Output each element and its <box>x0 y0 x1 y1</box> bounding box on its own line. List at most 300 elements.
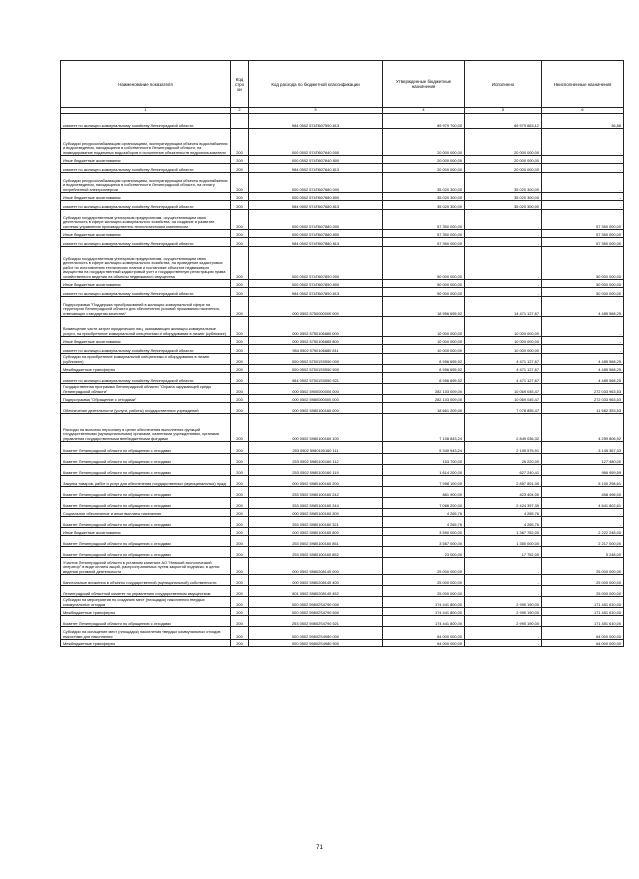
row-executed: 2 857 801,39 <box>465 476 542 487</box>
row-classification-code: 000 0502 5980100160 800 <box>249 528 383 536</box>
row-classification-code: 984 0502 5750106880 811 <box>249 345 383 354</box>
row-executed: - <box>465 238 542 247</box>
row-executed: 7 078 855,47 <box>465 403 542 414</box>
row-line-code: 200 <box>231 395 249 403</box>
row-unexecuted: 50 000 000,00 <box>542 247 624 280</box>
row-executed: - <box>465 586 542 597</box>
row-approved: 153 700,00 <box>383 454 465 465</box>
budget-table <box>60 60 624 647</box>
table-row <box>61 280 624 288</box>
row-approved: 20 000 000,00 <box>383 129 465 156</box>
row-line-code: 200 <box>231 547 249 558</box>
row-unexecuted: 25 000 000,00 <box>542 586 624 597</box>
row-executed: 1 367 752,00 <box>465 528 542 536</box>
row-unexecuted: 25 000 000,00 <box>542 575 624 586</box>
row-classification-code: 000 0502 574П607890 000 <box>249 247 383 280</box>
row-classification-code: 000 0502 574П607680 000 <box>249 173 383 193</box>
row-name: комитет по жилищно-коммунальному хозяйству Ленинградской области <box>61 373 231 384</box>
header-executed: Исполнено <box>465 61 542 108</box>
row-line-code: 200 <box>231 627 249 640</box>
table-row <box>61 558 624 575</box>
table-row <box>61 354 624 365</box>
row-line-code: 200 <box>231 597 249 608</box>
row-name: Межбюджетные трансферты <box>61 640 231 647</box>
row-name: Комитет Ленинградской области по обращению с отходами <box>61 487 231 498</box>
row-classification-code: 253 0502 59802S4790 521 <box>249 616 383 627</box>
row-executed: 89 979 663,12 <box>465 114 542 129</box>
row-line-code: 200 <box>231 465 249 476</box>
row-classification-code: 000 0502 57501S0550 000 <box>249 354 383 365</box>
table-row <box>61 210 624 230</box>
row-name: комитет по жилищно-коммунальному хозяйству Ленинградской области <box>61 114 231 129</box>
row-name: Субсидии ресурсоснабжающим организациям, эксплуатирующим объекты водоснабжения и водоотведения, находящиеся в собственности Ленинградской области, на ликвидирование подземных водозаборов и исполнение обязательств недропользователя <box>61 129 231 156</box>
header-row <box>61 61 624 108</box>
row-approved: 18 956 695,92 <box>383 297 465 317</box>
row-classification-code: 253 0502 5980100160 321 <box>249 517 383 528</box>
row-executed: 4 471 127,67 <box>465 373 542 384</box>
table-row <box>61 608 624 616</box>
row-unexecuted: - <box>542 517 624 528</box>
row-name: Субсидии государственным унитарным предприятиям, осуществляющим свою деятельность в сфере жилищно-коммунального хозяйства, на создание и развитие системы управления производственно-технологическим комплексом <box>61 210 231 230</box>
row-name: комитет по жилищно-коммунальному хозяйству Ленинградской области <box>61 345 231 354</box>
row-line-code: 200 <box>231 156 249 164</box>
row-approved: 8 956 695,92 <box>383 354 465 365</box>
row-executed: - <box>465 230 542 238</box>
row-unexecuted: 171 451 610,00 <box>542 608 624 616</box>
table-row <box>61 373 624 384</box>
row-name: Субсидии ресурсоснабжающим организациям, эксплуатирующим объекты водоснабжения и водоотведения, находящиеся в собственности Ленинградской области, на оплату потребленной электроэнергии <box>61 173 231 193</box>
table-row <box>61 288 624 297</box>
row-approved: 174 441 800,00 <box>383 616 465 627</box>
table-row <box>61 384 624 395</box>
row-executed: 4 265,76 <box>465 509 542 517</box>
row-approved: 35 020 300,00 <box>383 173 465 193</box>
row-classification-code: 253 0502 5980100160 244 <box>249 498 383 509</box>
row-approved: 7 108 843,24 <box>383 414 465 442</box>
row-name: Расходы на выплаты персоналу в целях обеспечения выполнения функций государственными (муниципальными) органами, казенными учреждениями, органами управления государственными внебюджетными фондами <box>61 414 231 442</box>
row-classification-code: 000 0502 5750106880 000 <box>249 317 383 337</box>
row-classification-code: 000 0502 5980100160 300 <box>249 509 383 517</box>
row-approved: 7 958 100,00 <box>383 476 465 487</box>
row-executed: 35 020 300,00 <box>465 173 542 193</box>
row-classification-code: 253 0502 5980100160 851 <box>249 536 383 547</box>
table-row <box>61 597 624 608</box>
row-unexecuted: 5 100 298,61 <box>542 476 624 487</box>
row-classification-code: 984 0502 574П607640 813 <box>249 164 383 173</box>
table-row <box>61 616 624 627</box>
row-executed: 2 990 190,00 <box>465 608 542 616</box>
row-line-code: 200 <box>231 129 249 156</box>
row-unexecuted: - <box>542 509 624 517</box>
row-name: Подпрограмма "Обращение с отходами" <box>61 395 231 403</box>
table-row <box>61 173 624 193</box>
row-approved: 3 567 000,00 <box>383 536 465 547</box>
row-approved: 57 350 000,00 <box>383 230 465 238</box>
row-approved: 35 020 300,00 <box>383 201 465 210</box>
row-name: Межбюджетные трансферты <box>61 365 231 373</box>
row-unexecuted: 986 959,59 <box>542 465 624 476</box>
row-classification-code: 000 0502 574П607890 800 <box>249 280 383 288</box>
row-approved: 89 979 700,00 <box>383 114 465 129</box>
row-line-code: 200 <box>231 536 249 547</box>
col-number: 6 <box>542 108 624 114</box>
row-unexecuted: - <box>542 164 624 173</box>
row-name: Участие Ленинградской области в уставном капитале АО "Невский экологический оператор" в виде оплаты акций, распространяемых путем закрытой подписки, в целях ведения уставной деятельности <box>61 558 231 575</box>
row-executed: - <box>465 627 542 640</box>
row-unexecuted: - <box>542 129 624 156</box>
row-line-code: 200 <box>231 193 249 201</box>
row-unexecuted: 11 582 353,53 <box>542 403 624 414</box>
row-executed: 14 471 127,67 <box>465 297 542 317</box>
table-row <box>61 442 624 454</box>
row-approved: 50 000 000,00 <box>383 280 465 288</box>
row-executed: 26 220,00 <box>465 454 542 465</box>
table-row <box>61 230 624 238</box>
row-line-code: 200 <box>231 558 249 575</box>
row-approved: 3 590 000,00 <box>383 528 465 536</box>
col-number: 4 <box>383 108 465 114</box>
row-executed: 2 424 397,39 <box>465 498 542 509</box>
row-approved: 23 000,00 <box>383 547 465 558</box>
col-number: 3 <box>249 108 383 114</box>
row-line-code: 200 <box>231 247 249 280</box>
row-approved: 7 066 200,00 <box>383 498 465 509</box>
row-name: Социальное обеспечение и иные выплаты населению <box>61 509 231 517</box>
row-name: Подпрограмма "Поддержка преобразований в жилищно-коммунальной сфере на территории Ленинградской области для обеспечения условий проживания населения, отвечающих стандартам качества" <box>61 297 231 317</box>
row-unexecuted: 57 350 000,00 <box>542 210 624 230</box>
table-row <box>61 487 624 498</box>
row-classification-code: 000 0502 5980208140 400 <box>249 575 383 586</box>
table-body <box>61 114 624 647</box>
row-approved: 8 956 695,92 <box>383 365 465 373</box>
row-line-code: 200 <box>231 345 249 354</box>
row-line-code: 200 <box>231 288 249 297</box>
row-unexecuted: 57 350 000,00 <box>542 230 624 238</box>
row-classification-code: 984 0502 574П607680 813 <box>249 201 383 210</box>
row-line-code: 200 <box>231 498 249 509</box>
row-executed: 4 471 127,67 <box>465 365 542 373</box>
row-line-code: 200 <box>231 575 249 586</box>
table-row <box>61 517 624 528</box>
row-line-code: 200 <box>231 201 249 210</box>
row-approved: 1 614 200,00 <box>383 465 465 476</box>
row-unexecuted: 25 000 000,00 <box>542 558 624 575</box>
table-row <box>61 509 624 517</box>
row-name: комитет по жилищно-коммунальному хозяйству Ленинградской области <box>61 288 231 297</box>
row-executed: - <box>465 247 542 280</box>
row-unexecuted: - <box>542 201 624 210</box>
row-name: Комитет Ленинградской области по обращению с отходами <box>61 547 231 558</box>
table-row <box>61 403 624 414</box>
table-row <box>61 193 624 201</box>
row-line-code: 200 <box>231 317 249 337</box>
row-unexecuted: 171 451 610,00 <box>542 616 624 627</box>
col-number: 1 <box>61 108 231 114</box>
row-unexecuted: - <box>542 345 624 354</box>
row-approved: 10 000 000,00 <box>383 317 465 337</box>
row-approved: 20 000 000,00 <box>383 164 465 173</box>
row-executed: 20 000 000,00 <box>465 164 542 173</box>
table-row <box>61 201 624 210</box>
row-name: Государственная программа Ленинградской области "Охрана окружающей среды Ленинградской области" <box>61 384 231 395</box>
table-row <box>61 238 624 247</box>
row-unexecuted: 64 000 000,00 <box>542 627 624 640</box>
row-unexecuted: 64 000 000,00 <box>542 640 624 647</box>
row-unexecuted: 2 222 248,00 <box>542 528 624 536</box>
row-approved: 10 000 000,00 <box>383 345 465 354</box>
table-row <box>61 586 624 597</box>
row-name: Иные бюджетные ассигнования <box>61 337 231 345</box>
row-approved: 18 661 209,00 <box>383 403 465 414</box>
row-executed: - <box>465 280 542 288</box>
row-line-code: 200 <box>231 528 249 536</box>
row-line-code: 200 <box>231 337 249 345</box>
row-executed: 2 849 036,32 <box>465 414 542 442</box>
row-executed: - <box>465 288 542 297</box>
row-approved: 174 441 800,00 <box>383 597 465 608</box>
row-line-code: 200 <box>231 608 249 616</box>
row-classification-code: 984 0502 574П607890 813 <box>249 288 383 297</box>
row-unexecuted: 458 496,00 <box>542 487 624 498</box>
row-name: Закупка товаров, работ и услуг для обеспечения государственных (муниципальных) нужд <box>61 476 231 487</box>
row-executed: - <box>465 558 542 575</box>
row-approved: 25 000 000,00 <box>383 558 465 575</box>
row-classification-code: 253 0502 5980100160 852 <box>249 547 383 558</box>
row-unexecuted: - <box>542 337 624 345</box>
row-unexecuted: 4 485 568,25 <box>542 297 624 317</box>
row-executed: 2 195 575,91 <box>465 442 542 454</box>
row-classification-code: 000 0502 5900000000 000 <box>249 384 383 395</box>
table-row <box>61 414 624 442</box>
row-name: комитет по жилищно-коммунальному хозяйству Ленинградской области <box>61 201 231 210</box>
row-classification-code: 000 0502 5980100160 100 <box>249 414 383 442</box>
row-classification-code: 253 0502 5980100160 242 <box>249 487 383 498</box>
row-unexecuted: 4 485 568,25 <box>542 373 624 384</box>
row-approved: 5 340 943,24 <box>383 442 465 454</box>
row-line-code: 200 <box>231 365 249 373</box>
row-name: Комитет Ленинградской области по обращению с отходами <box>61 442 231 454</box>
row-approved: 174 441 800,00 <box>383 608 465 616</box>
row-approved: 50 000 000,00 <box>383 247 465 280</box>
row-approved: 881 900,00 <box>383 487 465 498</box>
row-classification-code: 000 0502 574П607680 800 <box>249 193 383 201</box>
table-row <box>61 337 624 345</box>
row-executed: 2 990 190,00 <box>465 597 542 608</box>
row-name: Обеспечение деятельности (услуги, работы) государственных учреждений <box>61 403 231 414</box>
row-classification-code: 000 0502 574П607640 000 <box>249 129 383 156</box>
row-name: Субсидии государственным унитарным предприятиям, осуществляющим свою деятельность в сфере жилищно-коммунального хозяйства, на проведение кадастровых работ по изготовлению технических планов и постановке объектов недвижимого имущества на государственный кадастровый учет и государственную регистрацию права хозяйственного ведения на объекты недвижимого имущества <box>61 247 231 280</box>
row-executed: 35 020 300,00 <box>465 193 542 201</box>
row-classification-code: 000 0502 59802S4790 500 <box>249 608 383 616</box>
row-classification-code: 000 0502 574П607640 800 <box>249 156 383 164</box>
row-line-code: 200 <box>231 373 249 384</box>
row-name: Комитет Ленинградской области по обращению с отходами <box>61 517 231 528</box>
row-classification-code: 000 0502 5980100160 000 <box>249 403 383 414</box>
row-unexecuted: - <box>542 156 624 164</box>
row-unexecuted: 5 248,00 <box>542 547 624 558</box>
row-line-code: 200 <box>231 238 249 247</box>
row-unexecuted: - <box>542 173 624 193</box>
header-name: Наименование показателя <box>61 61 231 108</box>
row-classification-code: 984 0502 57501S0550 521 <box>249 373 383 384</box>
row-name: комитет по жилищно-коммунальному хозяйству Ленинградской области <box>61 164 231 173</box>
table-row <box>61 365 624 373</box>
row-line-code: 200 <box>231 616 249 627</box>
row-name: Иные бюджетные ассигнования <box>61 230 231 238</box>
table-row <box>61 465 624 476</box>
row-executed: 10 000 000,00 <box>465 345 542 354</box>
row-name: Комитет Ленинградской области по обращению с отходами <box>61 465 231 476</box>
row-line-code: 200 <box>231 414 249 442</box>
row-approved: 25 000 000,00 <box>383 575 465 586</box>
row-classification-code: 801 0502 5980208140 452 <box>249 586 383 597</box>
row-line-code: 200 <box>231 487 249 498</box>
row-unexecuted: 50 000 000,00 <box>542 288 624 297</box>
row-unexecuted: 3 145 367,33 <box>542 442 624 454</box>
row-line-code: 200 <box>231 509 249 517</box>
row-executed: - <box>465 210 542 230</box>
row-executed: 17 752,00 <box>465 547 542 558</box>
table-row <box>61 528 624 536</box>
row-executed: 1 350 000,00 <box>465 536 542 547</box>
row-unexecuted: 127 480,00 <box>542 454 624 465</box>
row-name: Иные бюджетные ассигнования <box>61 193 231 201</box>
table-row <box>61 575 624 586</box>
row-name: Возмещение части затрат юридических лиц, оказывающих жилищно-коммунальные услуги, на приобретение коммунальной спецтехники и оборудования в лизинг (сублизинг) <box>61 317 231 337</box>
row-approved: 282 103 009,00 <box>383 395 465 403</box>
row-approved: 50 000 000,00 <box>383 288 465 297</box>
row-name: Субсидии на приобретение коммунальной спецтехники и оборудования в лизинг (сублизинг) <box>61 354 231 365</box>
row-line-code: 200 <box>231 586 249 597</box>
table-row <box>61 454 624 465</box>
page-number: 71 <box>316 845 323 851</box>
row-line-code: 200 <box>231 297 249 317</box>
row-unexecuted: 4 641 802,61 <box>542 498 624 509</box>
row-unexecuted: 57 350 000,00 <box>542 238 624 247</box>
row-executed: 20 000 000,00 <box>465 156 542 164</box>
row-approved: 20 000 000,00 <box>383 156 465 164</box>
row-unexecuted: - <box>542 317 624 337</box>
row-name: Иные бюджетные ассигнования <box>61 280 231 288</box>
row-classification-code: 000 0502 574П607880 800 <box>249 230 383 238</box>
row-classification-code: 000 0502 5750000000 000 <box>249 297 383 317</box>
row-classification-code: 000 0502 59802S4790 000 <box>249 597 383 608</box>
row-approved: 282 103 009,00 <box>383 384 465 395</box>
table-row <box>61 297 624 317</box>
row-executed: 627 240,41 <box>465 465 542 476</box>
table-row <box>61 498 624 509</box>
row-executed: - <box>465 640 542 647</box>
row-classification-code: 000 0502 59802S4980 500 <box>249 640 383 647</box>
row-name: Ленинградский областной комитет по управлению государственным имуществом <box>61 586 231 597</box>
row-approved: 25 000 000,00 <box>383 586 465 597</box>
row-line-code: 200 <box>231 210 249 230</box>
row-line-code: 200 <box>231 280 249 288</box>
row-name: Комитет Ленинградской области по обращению с отходами <box>61 536 231 547</box>
row-name: Комитет Ленинградской области по обращению с отходами <box>61 616 231 627</box>
row-classification-code: 253 0502 5980100160 112 <box>249 454 383 465</box>
row-line-code: 200 <box>231 403 249 414</box>
row-executed: 423 404,00 <box>465 487 542 498</box>
row-approved: 4 265,76 <box>383 517 465 528</box>
row-unexecuted: 36,88 <box>542 114 624 129</box>
row-name: комитет по жилищно-коммунальному хозяйству Ленинградской области <box>61 238 231 247</box>
row-executed: 35 020 300,00 <box>465 201 542 210</box>
row-approved: 64 000 000,00 <box>383 640 465 647</box>
row-executed: 10 069 045,47 <box>465 395 542 403</box>
row-approved: 57 350 000,00 <box>383 210 465 230</box>
table-row <box>61 114 624 129</box>
row-line-code: 200 <box>231 354 249 365</box>
row-name: Иные бюджетные ассигнования <box>61 528 231 536</box>
row-classification-code: 000 0502 57501S0550 500 <box>249 365 383 373</box>
row-line-code: 200 <box>231 454 249 465</box>
table-row <box>61 640 624 647</box>
table-row <box>61 247 624 280</box>
row-line-code: 200 <box>231 230 249 238</box>
row-executed: 2 990 190,00 <box>465 616 542 627</box>
row-executed: 4 471 127,67 <box>465 354 542 365</box>
header-line-code: Код стро ки <box>231 61 249 108</box>
row-unexecuted: 4 485 568,25 <box>542 354 624 365</box>
table-row <box>61 164 624 173</box>
table-row <box>61 156 624 164</box>
table-row <box>61 547 624 558</box>
row-approved: 10 000 000,00 <box>383 337 465 345</box>
row-classification-code: 000 0502 5980000000 000 <box>249 395 383 403</box>
table-row <box>61 476 624 487</box>
header-approved: Утвержденные бюджетные назначения <box>383 61 465 108</box>
row-line-code: 200 <box>231 173 249 193</box>
row-name: Комитет Ленинградской области по обращению с отходами <box>61 454 231 465</box>
row-line-code: 200 <box>231 640 249 647</box>
row-classification-code: 000 0502 574П607880 000 <box>249 210 383 230</box>
row-unexecuted: - <box>542 193 624 201</box>
row-line-code: 200 <box>231 517 249 528</box>
row-name: Иные бюджетные ассигнования <box>61 156 231 164</box>
row-approved: 35 020 300,00 <box>383 193 465 201</box>
table-row <box>61 317 624 337</box>
row-line-code <box>231 114 249 129</box>
row-line-code: 200 <box>231 164 249 173</box>
row-classification-code: 000 0502 59802S4980 000 <box>249 627 383 640</box>
row-executed: 10 000 000,00 <box>465 317 542 337</box>
row-executed: 4 265,76 <box>465 517 542 528</box>
row-approved: 64 000 000,00 <box>383 627 465 640</box>
row-classification-code: 000 0502 5980100160 200 <box>249 476 383 487</box>
row-line-code: 200 <box>231 384 249 395</box>
row-executed: 10 000 000,00 <box>465 337 542 345</box>
row-executed: 20 000 000,00 <box>465 129 542 156</box>
row-name: Межбюджетные трансферты <box>61 608 231 616</box>
row-classification-code: 984 0502 574П607590 813 <box>249 114 383 129</box>
row-approved: 57 350 000,00 <box>383 238 465 247</box>
row-classification-code: 000 0502 5750106880 800 <box>249 337 383 345</box>
header-classification-code: Код расхода по бюджетной классификации <box>249 61 383 108</box>
row-executed: 10 069 045,47 <box>465 384 542 395</box>
row-approved: 4 265,76 <box>383 509 465 517</box>
header-unexecuted: Неисполненные назначения <box>542 61 624 108</box>
row-classification-code: 253 0502 5980100160 119 <box>249 465 383 476</box>
row-line-code: 200 <box>231 442 249 454</box>
row-unexecuted: 272 033 963,53 <box>542 395 624 403</box>
row-name: Комитет Ленинградской области по обращению с отходами <box>61 498 231 509</box>
col-number: 2 <box>231 108 249 114</box>
row-classification-code: 253 0502 5980100160 111 <box>249 442 383 454</box>
row-unexecuted: 2 217 000,00 <box>542 536 624 547</box>
row-executed: - <box>465 575 542 586</box>
row-unexecuted: 171 451 610,00 <box>542 597 624 608</box>
